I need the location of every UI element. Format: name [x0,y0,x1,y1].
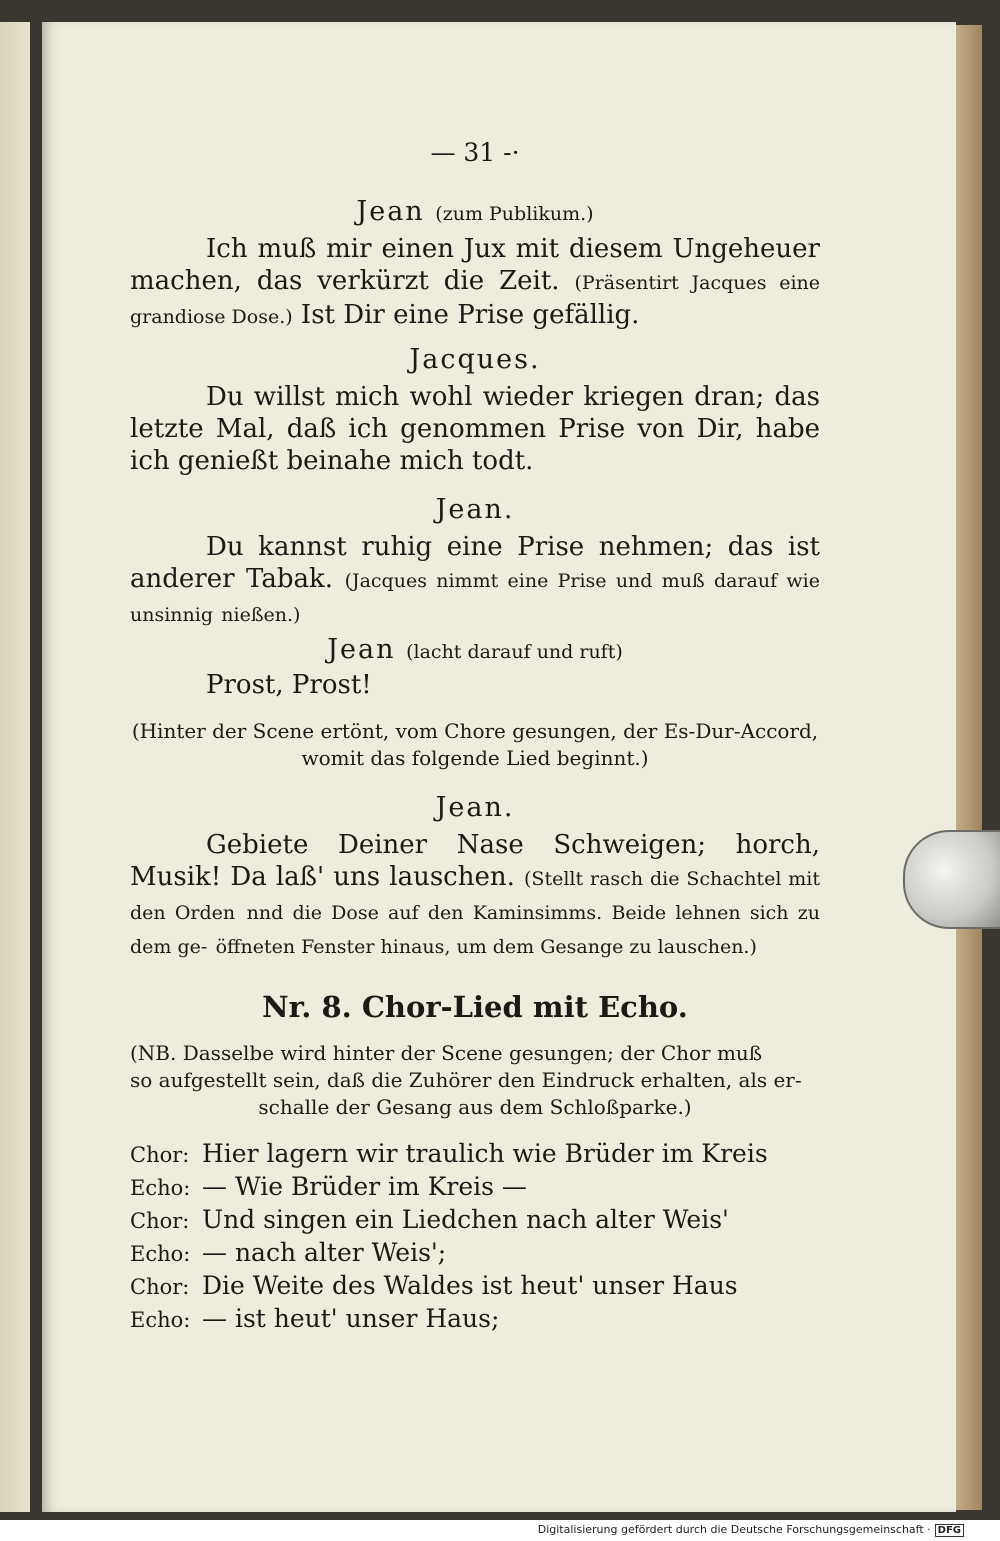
page-number: — 31 -· [430,138,520,167]
song-line: Echo: — Wie Brüder im Kreis — [130,1172,527,1201]
song-lyrics [130,1138,820,1336]
book-edge [952,25,982,1510]
speech-text: Du willst mich wohl wieder kriegen dran; das letzte Mal, daß ich genommen Prise von Dir, habe ich genießt beinahe mich todt. [130,382,821,476]
speech-jacques [130,344,820,477]
speech-jean-4 [130,792,820,963]
speech-text: Du kannst ruhig eine Prise nehmen; das ist anderer Tabak. (Jacques nimmt eine Prise und muß darauf wie unsinnig nießen.) [130,532,821,626]
speaker-name: Jean (zum Publikum.) [356,196,594,227]
nb-note: (NB. Dasselbe wird hinter der Scene gesungen; der Chor muß so aufgestellt sein, daß die Zuhörer den Eindruck erhalten, als er- schalle der Gesang aus dem Schloßparke.) [130,1041,802,1119]
dfg-logo: DFG [935,1524,964,1537]
page-clip-tab [903,830,1000,929]
speech-jean-2 [130,494,820,631]
speech-jean-1 [130,196,820,333]
section-heading: Nr. 8. Chor-Lied mit Echo. [262,990,688,1024]
song-line: Echo: — nach alter Weis'; [130,1238,447,1267]
speech-text: Gebiete Deiner Nase Schweigen; horch, Musik! Da laß' uns lauschen. (Stellt rasch die Schachtel mit den Orden nnd die Dose auf den Kaminsimms. Beide lehnen sich zu dem ge- öffneten Fenster hinaus, um dem Gesange zu lauschen.) [130,830,821,958]
stage-direction: (Hinter der Scene ertönt, vom Chore gesungen, der Es-Dur-Accord, womit das folgende Lied beginnt.) [131,719,819,770]
speaker-name: Jacques. [409,344,541,375]
speaker-name: Jean (lacht darauf und ruft) [327,634,623,665]
facing-page-edge [0,22,30,1512]
section-heading-block [130,990,820,1024]
song-line: Chor: Und singen ein Liedchen nach alter Weis' [130,1205,729,1234]
speech-text: Prost, Prost! [206,670,372,700]
speaker-name: Jean. [435,494,515,525]
song-line: Chor: Die Weite des Waldes ist heut' unser Haus [130,1271,738,1300]
speech-jean-3 [130,634,820,701]
song-line: Chor: Hier lagern wir traulich wie Brüder im Kreis [130,1139,768,1168]
speaker-name: Jean. [435,792,515,823]
speech-text: Ich muß mir einen Jux mit diesem Ungeheuer machen, das verkürzt die Zeit. (Präsentirt Jacques eine grandiose Dose.) Ist Dir eine Prise gefällig. [130,234,821,330]
song-line: Echo: — ist heut' unser Haus; [130,1304,500,1333]
footer-credit: Digitalisierung gefördert durch die Deutsche Forschungsgemeinschaft · DFG [538,1523,964,1537]
